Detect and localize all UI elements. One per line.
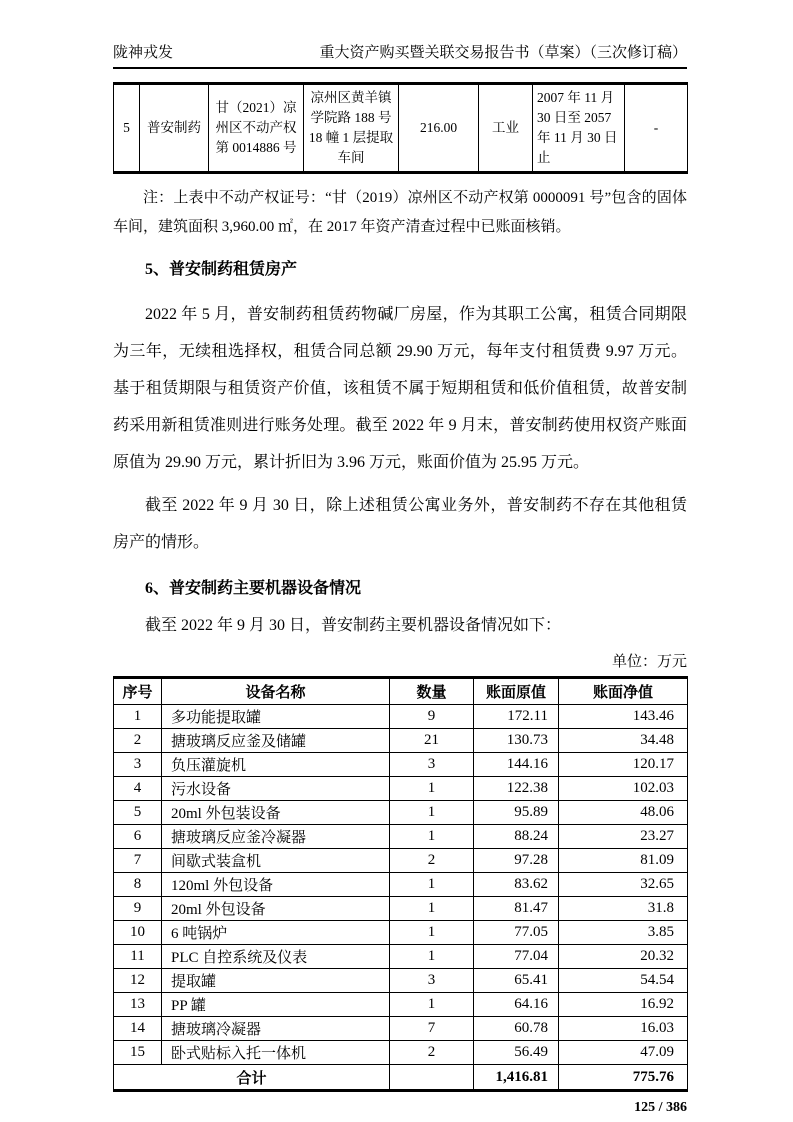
equipment-table-row <box>114 801 688 825</box>
cell-original: 77.04 <box>474 945 559 969</box>
cell-company: 普安制药 <box>140 84 209 173</box>
equipment-table-row <box>114 921 688 945</box>
section-6-paragraph: 截至 2022 年 9 月 30 日，普安制药主要机器设备情况如下： <box>145 617 562 634</box>
equipment-table-row <box>114 897 688 921</box>
equipment-table-row <box>114 849 688 873</box>
cell-name: PP 罐 <box>162 993 390 1017</box>
cell-original: 77.05 <box>474 921 559 945</box>
cell-seq: 4 <box>114 777 162 801</box>
cell-original: 122.38 <box>474 777 559 801</box>
col-header-name: 设备名称 <box>162 678 390 705</box>
total-original: 1,416.81 <box>474 1065 559 1091</box>
equipment-table-row <box>114 729 688 753</box>
cell-seq: 13 <box>114 993 162 1017</box>
cell-qty: 1 <box>390 801 474 825</box>
cell-name: 搪玻璃反应釜冷凝器 <box>162 825 390 849</box>
equipment-table-row <box>114 1041 688 1065</box>
cell-seq: 3 <box>114 753 162 777</box>
cell-original: 56.49 <box>474 1041 559 1065</box>
cell-name: 提取罐 <box>162 969 390 993</box>
cell-seq: 6 <box>114 825 162 849</box>
cell-name: 6 吨锅炉 <box>162 921 390 945</box>
cell-qty: 3 <box>390 753 474 777</box>
cell-period: 2007 年 11 月 30 日至 2057 年 11 月 30 日止 <box>533 84 625 173</box>
running-header <box>113 44 687 69</box>
equipment-table-row <box>114 753 688 777</box>
cell-name: 20ml 外包装设备 <box>162 801 390 825</box>
cell-seq: 1 <box>114 705 162 729</box>
section-6-heading: 6、普安制药主要机器设备情况 <box>145 580 362 597</box>
equipment-table-row <box>114 945 688 969</box>
cell-qty: 3 <box>390 969 474 993</box>
cell-seq: 11 <box>114 945 162 969</box>
cell-seq: 12 <box>114 969 162 993</box>
equipment-table-header-row <box>114 678 688 705</box>
cell-original: 130.73 <box>474 729 559 753</box>
cell-original: 81.47 <box>474 897 559 921</box>
cell-seq: 2 <box>114 729 162 753</box>
cell-net: 3.85 <box>559 921 688 945</box>
cell-qty: 1 <box>390 777 474 801</box>
equipment-table-row <box>114 825 688 849</box>
cell-net: 16.92 <box>559 993 688 1017</box>
cell-name: PLC 自控系统及仪表 <box>162 945 390 969</box>
cell-original: 83.62 <box>474 873 559 897</box>
cell-original: 64.16 <box>474 993 559 1017</box>
cell-net: 20.32 <box>559 945 688 969</box>
equipment-table-row <box>114 777 688 801</box>
cell-name: 负压灌旋机 <box>162 753 390 777</box>
cell-original: 88.24 <box>474 825 559 849</box>
property-table-row <box>114 84 688 173</box>
equipment-table-row <box>114 1017 688 1041</box>
cell-seq: 8 <box>114 873 162 897</box>
page-number: 125 / 386 <box>634 1100 687 1115</box>
cell-net: 47.09 <box>559 1041 688 1065</box>
cell-seq: 9 <box>114 897 162 921</box>
cell-qty: 1 <box>390 945 474 969</box>
cell-net: 16.03 <box>559 1017 688 1041</box>
cell-net: 48.06 <box>559 801 688 825</box>
cell-original: 95.89 <box>474 801 559 825</box>
equipment-table-row <box>114 873 688 897</box>
cell-original: 144.16 <box>474 753 559 777</box>
cell-qty: 9 <box>390 705 474 729</box>
table-note: 注：上表中不动产权证号：“甘（2019）凉州区不动产权第 0000091 号”包含的固体车间，建筑面积 3,960.00 ㎡，在 2017 年资产清查过程中已账面核销。 <box>113 190 687 235</box>
cell-name: 搪玻璃反应釜及储罐 <box>162 729 390 753</box>
cell-seq: 10 <box>114 921 162 945</box>
col-header-original: 账面原值 <box>474 678 559 705</box>
section-5-heading: 5、普安制药租赁房产 <box>145 261 298 278</box>
cell-net: 54.54 <box>559 969 688 993</box>
cell-name: 20ml 外包设备 <box>162 897 390 921</box>
equipment-table-total-row <box>114 1065 688 1091</box>
cell-qty: 1 <box>390 897 474 921</box>
col-header-seq: 序号 <box>114 678 162 705</box>
cell-net: 32.65 <box>559 873 688 897</box>
cell-qty: 21 <box>390 729 474 753</box>
cell-remark: - <box>625 84 688 173</box>
unit-label: 单位：万元 <box>611 654 687 670</box>
section-5-paragraph-1: 2022 年 5 月，普安制药租赁药物碱厂房屋，作为其职工公寓，租赁合同期限为三年，无续租选择权，租赁合同总额 29.90 万元，每年支付租赁费 9.97 万元。基于租赁期限与租赁资产价值，该租赁不属于短期租赁和低价值租赁，故普安制药采用新租赁准则进行账务处理。截至 2022 年 9 月末，普安制药使用权资产账面原值为 29.90 万元，累计折旧为 3.96 万元，账面价值为 25.95 万元。 <box>113 306 687 471</box>
cell-original: 60.78 <box>474 1017 559 1041</box>
cell-name: 污水设备 <box>162 777 390 801</box>
header-company-short: 陇神戎发 <box>113 45 174 61</box>
total-net: 775.76 <box>559 1065 688 1091</box>
cell-qty: 1 <box>390 825 474 849</box>
cell-seq: 5 <box>114 801 162 825</box>
cell-name: 搪玻璃冷凝器 <box>162 1017 390 1041</box>
total-qty <box>390 1065 474 1091</box>
col-header-qty: 数量 <box>390 678 474 705</box>
cell-original: 65.41 <box>474 969 559 993</box>
equipment-table-row <box>114 705 688 729</box>
cell-usage: 工业 <box>479 84 533 173</box>
section-5-paragraph-2: 截至 2022 年 9 月 30 日，除上述租赁公寓业务外，普安制药不存在其他租赁房产的情形。 <box>113 497 687 551</box>
cell-qty: 1 <box>390 993 474 1017</box>
cell-net: 120.17 <box>559 753 688 777</box>
cell-net: 81.09 <box>559 849 688 873</box>
property-table <box>113 82 688 174</box>
equipment-table <box>113 676 688 1092</box>
cell-net: 23.27 <box>559 825 688 849</box>
cell-qty: 1 <box>390 921 474 945</box>
cell-seq: 14 <box>114 1017 162 1041</box>
col-header-net: 账面净值 <box>559 678 688 705</box>
cell-net: 34.48 <box>559 729 688 753</box>
cell-name: 多功能提取罐 <box>162 705 390 729</box>
equipment-table-row <box>114 969 688 993</box>
cell-seq: 5 <box>114 84 140 173</box>
header-report-title: 重大资产购买暨关联交易报告书（草案）（三次修订稿） <box>319 45 687 61</box>
cell-net: 31.8 <box>559 897 688 921</box>
cell-qty: 1 <box>390 873 474 897</box>
cell-name: 间歇式装盒机 <box>162 849 390 873</box>
cell-address: 凉州区黄羊镇学院路 188 号 18 幢 1 层提取车间 <box>304 84 399 173</box>
cell-net: 143.46 <box>559 705 688 729</box>
cell-area: 216.00 <box>399 84 479 173</box>
cell-cert-no: 甘（2021）凉州区不动产权第 0014886 号 <box>209 84 304 173</box>
cell-original: 97.28 <box>474 849 559 873</box>
total-label: 合计 <box>114 1065 390 1091</box>
cell-name: 120ml 外包设备 <box>162 873 390 897</box>
cell-qty: 7 <box>390 1017 474 1041</box>
cell-net: 102.03 <box>559 777 688 801</box>
cell-seq: 15 <box>114 1041 162 1065</box>
cell-qty: 2 <box>390 849 474 873</box>
cell-seq: 7 <box>114 849 162 873</box>
equipment-table-body <box>114 705 688 1065</box>
equipment-table-row <box>114 993 688 1017</box>
cell-name: 卧式贴标入托一体机 <box>162 1041 390 1065</box>
cell-original: 172.11 <box>474 705 559 729</box>
cell-qty: 2 <box>390 1041 474 1065</box>
